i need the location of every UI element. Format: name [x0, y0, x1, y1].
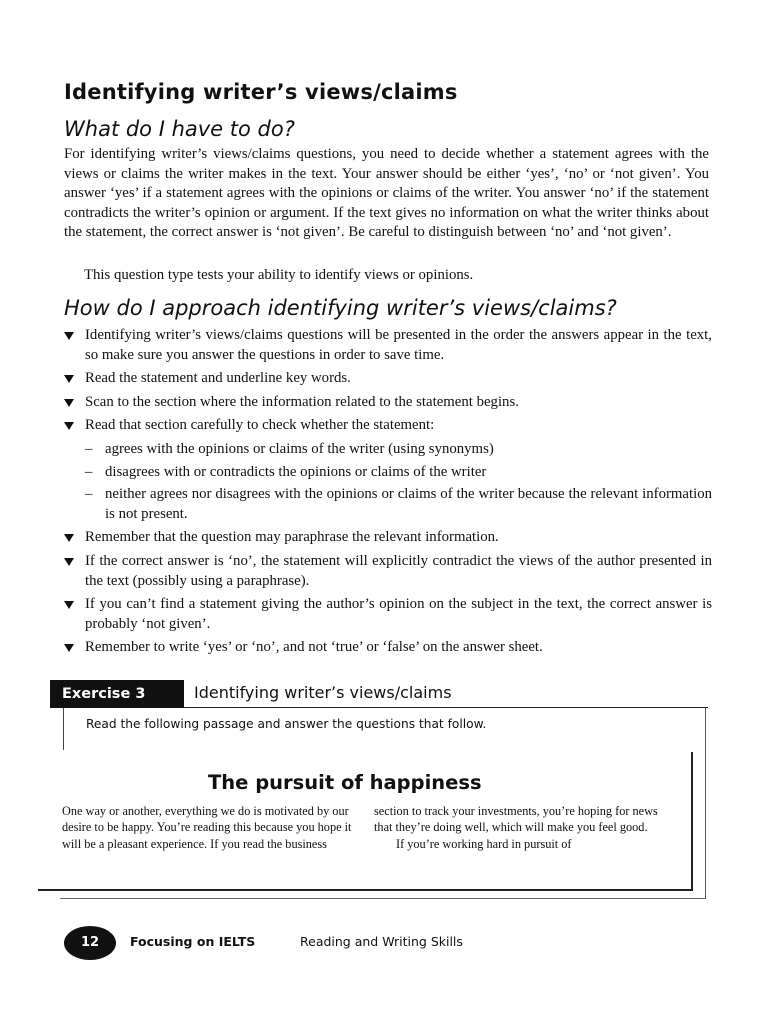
- what-heading: What do I have to do?: [64, 117, 295, 141]
- approach-list: [64, 326, 712, 662]
- passage-box-right-border: [691, 752, 693, 890]
- dash-bullet-icon: –: [85, 440, 93, 457]
- sub-list: [85, 440, 712, 524]
- page-number-badge: 12: [64, 926, 116, 960]
- dash-bullet-icon: –: [85, 463, 93, 480]
- footer-brand: Focusing on IELTS: [130, 934, 256, 949]
- list-item: [64, 638, 712, 658]
- sub-list-item-text: agrees with the opinions or claims of the writer (using synonyms): [105, 440, 494, 457]
- list-item: [64, 393, 712, 413]
- triangle-bullet-icon: [64, 422, 74, 430]
- list-item-text: Read that section carefully to check whether the statement:: [85, 417, 435, 434]
- exercise-box-left-border: [63, 708, 64, 750]
- triangle-bullet-icon: [64, 375, 74, 383]
- exercise-rule: [184, 707, 708, 708]
- list-item: [64, 369, 712, 389]
- list-item-text: Read the statement and underline key words.: [85, 370, 351, 387]
- list-item: [64, 552, 712, 591]
- list-item-text: Remember that the question may paraphrase the relevant information.: [85, 529, 499, 546]
- passage-box-right-border-outer: [705, 708, 706, 898]
- passage-title: The pursuit of happiness: [208, 771, 482, 794]
- triangle-bullet-icon: [64, 558, 74, 566]
- triangle-bullet-icon: [64, 644, 74, 652]
- list-item: [64, 326, 712, 365]
- passage-box-bottom-border: [38, 889, 693, 891]
- section-title: Identifying writer’s views/claims: [64, 80, 458, 104]
- footer-subtitle: Reading and Writing Skills: [300, 934, 463, 949]
- triangle-bullet-icon: [64, 534, 74, 542]
- exercise-instruction: Read the following passage and answer the questions that follow.: [86, 717, 487, 731]
- triangle-bullet-icon: [64, 332, 74, 340]
- sub-list-item: [85, 463, 712, 483]
- triangle-bullet-icon: [64, 399, 74, 407]
- intro-paragraph-2: This question type tests your ability to identify views or opinions.: [84, 267, 474, 283]
- sub-list-item: [85, 485, 712, 524]
- triangle-bullet-icon: [64, 601, 74, 609]
- exercise-label: Exercise 3: [50, 680, 184, 708]
- list-item-text: Remember to write ‘yes’ or ‘no’, and not ‘true’ or ‘false’ on the answer sheet.: [85, 639, 543, 656]
- how-heading: How do I approach identifying writer’s views/claims?: [64, 296, 617, 320]
- passage-right-text-2: If you’re working hard in pursuit of: [396, 836, 572, 851]
- sub-list-item-text: neither agrees nor disagrees with the opinions or claims of the writer because the relevant information is not present.: [105, 486, 712, 522]
- dash-bullet-icon: –: [85, 486, 93, 503]
- intro-paragraph: For identifying writer’s views/claims questions, you need to decide whether a statement agrees with the views or claims the writer makes in the text. Your answer should be either ‘yes’, ‘no’ or ‘not given’. You answer ‘yes’ if a statement agrees with the opinions or claims of the writer. You answer ‘no’ if the statement contradicts the writer’s opinion or argument. If the text gives no information on what the writer thinks about the statement, the correct answer is ‘not given’. Be careful to distinguish between ‘no’ and ‘not given’.: [64, 146, 709, 241]
- list-item: [64, 595, 712, 634]
- passage-right-column: [374, 803, 674, 852]
- list-item-text: If the correct answer is ‘no’, the statement will explicitly contradict the views of the author presented in the text (possibly using a paraphrase).: [85, 552, 712, 589]
- exercise-title: Identifying writer’s views/claims: [194, 683, 452, 702]
- list-item-text: Identifying writer’s views/claims questions will be presented in the order the answers appear in the text, so make sure you answer the questions in order to save time.: [85, 327, 712, 363]
- sub-list-item-text: disagrees with or contradicts the opinions or claims of the writer: [105, 463, 487, 480]
- list-item: [64, 528, 712, 548]
- sub-list-item: [85, 440, 712, 460]
- passage-left-column: One way or another, everything we do is motivated by our desire to be happy. You’re reading this because you hope it will be a pleasant experience. If you read the business: [62, 804, 352, 851]
- list-item-text: Scan to the section where the information related to the statement begins.: [85, 393, 519, 410]
- passage-box-bottom-border-outer: [60, 898, 706, 899]
- passage-right-text: section to track your investments, you’re hoping for news that they’re doing well, which will make you feel good.: [374, 804, 658, 835]
- list-item-text: If you can’t find a statement giving the author’s opinion on the subject in the text, the correct answer is probably ‘not given’.: [85, 596, 712, 632]
- list-item: [64, 416, 712, 524]
